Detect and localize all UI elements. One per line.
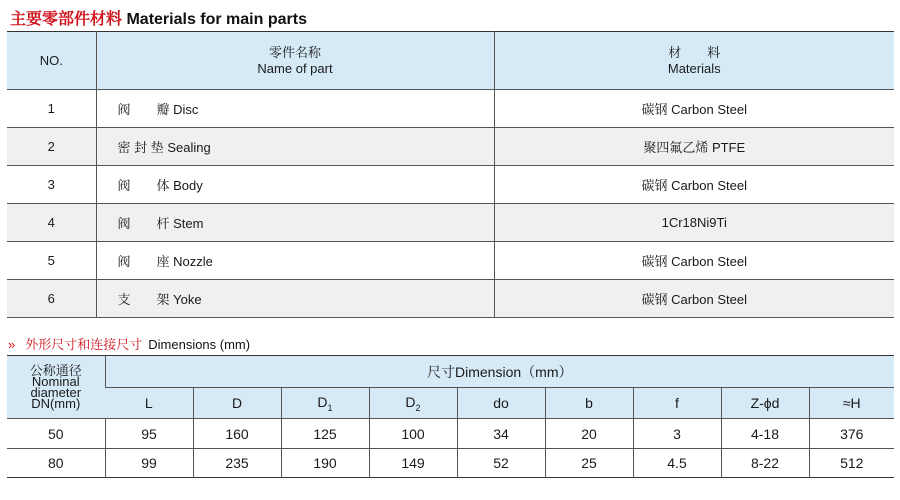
double-chevron-icon: »	[8, 337, 16, 352]
table-row	[7, 128, 894, 166]
table-row	[7, 166, 894, 204]
cell-D1: 125	[281, 419, 369, 449]
table-row	[7, 204, 894, 242]
header-nominal-diameter	[7, 356, 105, 419]
table-row	[7, 419, 894, 449]
cell-b: 25	[545, 449, 633, 478]
dn-label-en-3: DN(mm)	[31, 396, 81, 411]
cell-dn: 50	[7, 419, 105, 449]
dn-label-en-2: diameter	[30, 385, 82, 400]
cell-D2: 100	[369, 419, 457, 449]
materials-title-en: Materials for main parts	[126, 11, 307, 28]
cell-D2: 149	[369, 449, 457, 478]
col-do: do	[457, 388, 545, 419]
cell-Z-phi-d: 4-18	[721, 419, 809, 449]
cell-H: 376	[809, 419, 894, 449]
table-row	[7, 90, 894, 128]
dn-label-en-1: Nominal	[31, 374, 80, 389]
cell-H: 512	[809, 449, 894, 478]
cell-do: 52	[457, 449, 545, 478]
col-D2-base: D	[405, 393, 416, 410]
dimensions-title-zh: 外形尺寸和连接尺寸	[25, 337, 143, 352]
col-H: ≈H	[809, 388, 894, 419]
table-row	[7, 280, 894, 318]
header-name-zh: 零件名称	[268, 44, 321, 60]
cell-do: 34	[457, 419, 545, 449]
cell-L: 99	[105, 449, 193, 478]
cell-dn: 80	[47, 455, 64, 471]
cell-D: 235	[193, 449, 281, 478]
header-name-of-part	[96, 32, 494, 90]
materials-header-row	[7, 32, 894, 90]
header-no: NO.	[7, 32, 96, 90]
part-no: 6	[7, 280, 96, 318]
header-dimension-group: 尺寸Dimension（mm）	[105, 356, 894, 388]
part-name: 支 架 Yoke	[96, 280, 494, 318]
materials-title-zh: 主要零部件材料	[10, 11, 123, 28]
part-material: 1Cr18Ni9Ti	[494, 204, 894, 242]
part-no: 3	[7, 166, 96, 204]
col-Z-phi-d: Z-ϕd	[721, 388, 809, 419]
header-name-en: Name of part	[257, 60, 333, 76]
col-D2-sub: 2	[415, 402, 421, 413]
col-D1-base: D	[317, 393, 328, 410]
cell-D: 160	[193, 419, 281, 449]
part-no: 2	[7, 128, 96, 166]
col-f: f	[633, 388, 721, 419]
part-no: 5	[7, 242, 96, 280]
part-material: 碳钢 Carbon Steel	[494, 280, 894, 318]
cell-Z-phi-d: 8-22	[721, 449, 809, 478]
dimensions-header-row	[7, 356, 894, 388]
part-no: 4	[7, 204, 96, 242]
materials-table	[7, 31, 894, 318]
part-name: 阀 瓣 Disc	[96, 90, 494, 128]
table-row	[7, 449, 894, 478]
dn-label-zh: 公称通径	[29, 363, 82, 378]
dimensions-title-en: Dimensions (mm)	[148, 337, 251, 352]
part-name: 密 封 垫 Sealing	[96, 128, 494, 166]
cell-b: 20	[545, 419, 633, 449]
part-name: 阀 体 Body	[96, 166, 494, 204]
dimensions-title	[8, 334, 250, 353]
cell-L: 95	[105, 419, 193, 449]
part-material: 聚四氟乙烯 PTFE	[494, 128, 894, 166]
header-material-en: Materials	[667, 60, 721, 76]
cell-f: 3	[633, 419, 721, 449]
part-name: 阀 座 Nozzle	[96, 242, 494, 280]
part-material: 碳钢 Carbon Steel	[494, 166, 894, 204]
dimensions-subheader-row	[7, 388, 894, 419]
col-D: D	[193, 388, 281, 419]
part-material: 碳钢 Carbon Steel	[494, 242, 894, 280]
cell-f: 4.5	[633, 449, 721, 478]
header-material-zh: 材 料	[668, 44, 721, 60]
col-b: b	[545, 388, 633, 419]
col-L: L	[105, 388, 193, 419]
part-no: 1	[7, 90, 96, 128]
cell-D1: 190	[281, 449, 369, 478]
col-D2	[369, 388, 457, 419]
col-D1	[281, 388, 369, 419]
dimensions-table	[7, 355, 894, 478]
part-material: 碳钢 Carbon Steel	[494, 90, 894, 128]
materials-title	[10, 6, 307, 29]
table-row	[7, 242, 894, 280]
header-materials	[494, 32, 894, 90]
col-D1-sub: 1	[327, 402, 333, 413]
part-name: 阀 杆 Stem	[96, 204, 494, 242]
